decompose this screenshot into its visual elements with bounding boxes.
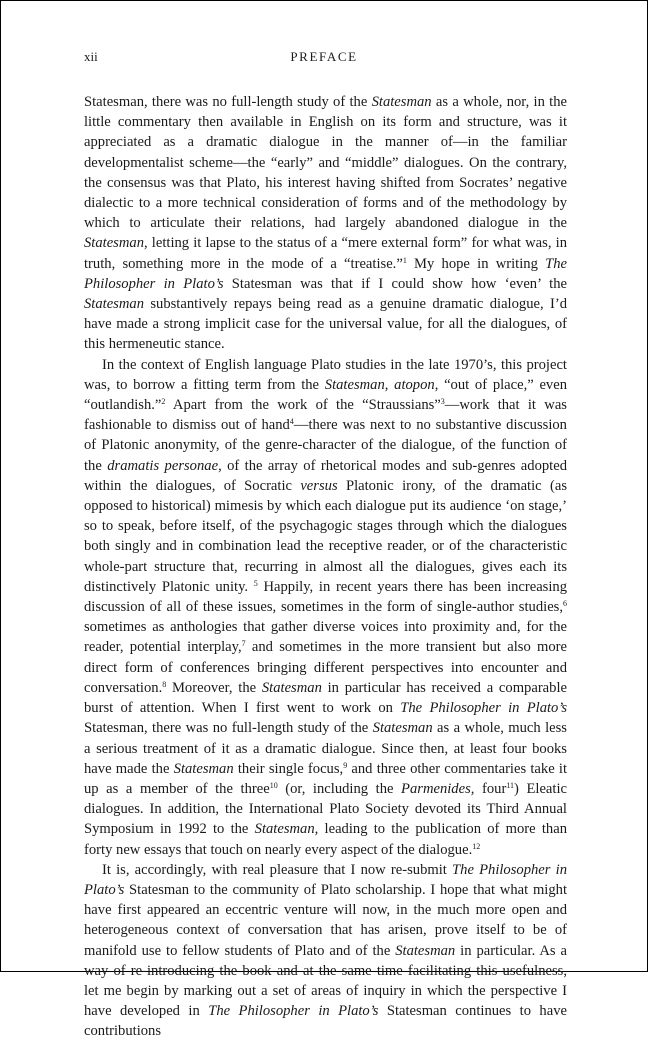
text-run: Statesman was that if I could show how ‘even’ the (223, 275, 567, 292)
text-run: Statesman to the community of Plato scholarship. I hope that what might have first appeared an eccentric venture will now, in the much more open and heterogeneous context of conversation that has arisen, prove itself to be of manifold use to fellow students of Plato and of the (84, 881, 567, 959)
text-run: Apart from the work of the “Straussians” (165, 397, 441, 414)
text-run: —there was next to no substantive discussion of Platonic anonymity, of the genre-character of the dialogue, of the function of the (84, 417, 567, 474)
footnote-marker: 10 (269, 780, 278, 790)
text-run: —work that it was fashionable to dismiss out of hand (84, 397, 567, 434)
italic-text: Parmenides, (401, 780, 475, 797)
text-run: , letting it lapse to the status of a “mere external form” for what was, in truth, something more in the mode of a “treatise.” (84, 235, 567, 272)
footnote-marker: 11 (506, 780, 515, 790)
page-number: xii (84, 49, 98, 64)
italic-text: dramatis personae (107, 457, 219, 474)
text-run: Platonic irony, of the dramatic (as opposed to historical) mimesis by which each dialogue put its audience ‘on stage,’ so to speak, before itself, of the psychagogic stages through which the dialogues both singly and in combination lead the receptive reader, or of the characteristic whole-part structure that, recurring in almost all the dialogues, gives each its distinctively Platonic unity. (84, 477, 567, 595)
footnote-marker: 1 (402, 255, 407, 265)
text-run: My hope in writing (406, 255, 546, 272)
footnote-marker: 4 (289, 417, 294, 427)
footnote-marker: 8 (162, 679, 167, 689)
paragraph (84, 92, 567, 355)
text-run: , of the array of rhetorical modes and sub-genres adopted within the dialogues, of Socratic (84, 457, 567, 494)
running-head: PREFACE (290, 49, 358, 64)
text-run: Moreover, the (166, 679, 262, 696)
italic-text: versus (300, 477, 338, 494)
text-run: Statesman, there was no full-length study of the (84, 720, 373, 737)
footnote-marker: 2 (161, 397, 166, 407)
text-run: In the context of English language Plato studies in the late 1970’s, this project was, to borrow a fitting term from the (84, 356, 567, 393)
text-run: (or, including the (277, 780, 402, 797)
italic-text: Statesman (84, 296, 144, 313)
text-run: as a whole, nor, in the little commentary then available in English on its form and structure, was it appreciated as a dramatic dialogue in the manner of—in the familiar developmentalist scheme—the “early” and “middle” dialogues. On the contrary, the consensus was that Plato, his interest having shifted from Socrates’ negative dialectic to a more technical consideration of forms and of the methodology by which to articulate their relations, had largely abandoned dialogue in the (84, 94, 567, 232)
italic-text: Statesman, atopon (324, 376, 435, 393)
page-header (84, 49, 564, 69)
text-run: , “out of place,” even “outlandish.” (84, 376, 568, 414)
italic-text: The Philosopher in Plato’s (208, 1003, 379, 1020)
italic-text: Statesman (371, 94, 432, 110)
text-run: their single focus, (233, 760, 344, 777)
italic-text: The Philosopher in Plato’s (400, 700, 568, 717)
text-run: ) Eleatic dialogues. In addition, the International Plato Society devoted its Third Annual Symposium in 1992 to the (84, 780, 567, 838)
italic-text: Statesman (84, 235, 144, 252)
italic-text: Statesman, (254, 821, 319, 838)
footnote-marker: 3 (440, 397, 445, 407)
italic-text: Statesman (261, 679, 322, 696)
body-text (84, 92, 567, 1042)
text-run: as a whole, much less a serious treatment of it as a dramatic dialogue. Since then, at least four books have made the (84, 720, 567, 777)
text-run: sometimes as anthologies that gather diverse voices into proximity and, for the reader, potential interplay, (84, 619, 567, 656)
italic-text: The Philosopher in Plato’s (84, 255, 567, 292)
italic-text: The Philosopher in Plato’s (84, 861, 567, 898)
italic-text: Statesman (173, 760, 234, 777)
footnote-marker: 6 (563, 599, 567, 609)
footnote-marker: 12 (472, 841, 481, 851)
footnote-marker: 7 (241, 639, 246, 649)
paragraph (84, 860, 567, 1042)
footnote-marker: 5 (253, 578, 258, 588)
text-run: in particular has received a comparable burst of attention. When I first went to work on (84, 679, 567, 717)
text-run: Statesman, there was no full-length study of the (84, 94, 372, 110)
text-run: It is, accordingly, with real pleasure that I now re-submit (102, 861, 453, 878)
text-run: and three other commentaries take it up as a member of the three (84, 760, 568, 797)
italic-text: Statesman (372, 720, 433, 737)
italic-text: Statesman (395, 942, 456, 959)
text-run: leading to the publication of more than forty new essays that touch on nearly every aspect of the dialogue. (84, 821, 567, 858)
text-run: Statesman continues to have contributions (84, 1003, 567, 1040)
text-run: four (474, 780, 507, 797)
text-run: Happily, in recent years there has been increasing discussion of all of these issues, sometimes in the form of single-author studies, (84, 578, 567, 616)
paragraph (84, 355, 567, 860)
text-run: and sometimes in the more transient but also more direct form of conferences bringing different perspectives into encounter and conversation. (84, 639, 567, 696)
text-run: in particular. As a way of re-introducing the book and at the same time facilitating this usefulness, let me begin by marking out a set of areas of inquiry in which the perspective I have developed in (84, 942, 567, 1020)
text-run: substantively repays being read as a genuine dramatic dialogue, I’d have made a strong implicit case for the universal value, for all the dialogues, of this hermeneutic stance. (84, 296, 567, 353)
footnote-marker: 9 (343, 760, 348, 770)
